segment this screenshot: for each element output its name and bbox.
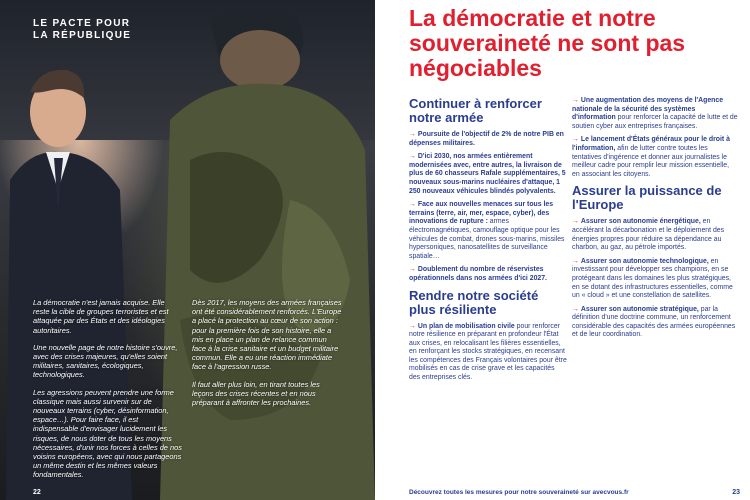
list-item: → Assurer son autonomie stratégique, par la définition d'une doctrine commune, un renforcement considérable des capacités des armées européennes et de leur coordination. bbox=[572, 305, 736, 339]
paragraph: Il faut aller plus loin, en tirant toutes les leçons des crises récentes et en nous préparant à affronter les prochaines. bbox=[192, 379, 320, 408]
arrow-icon: → bbox=[572, 97, 579, 104]
page-title: La démocratie et notre souveraineté ne sont pas négociables bbox=[409, 5, 686, 81]
section-title-europe: Assurer la puissance de l'Europe bbox=[572, 183, 722, 213]
list-item: → Le lancement d'États généraux pour le droit à l'information, afin de lutter contre toutes les tentatives d'ingérence et donner aux journalistes le meilleur cadre pour remplir leur mission essentielle, en associant les citoyens. bbox=[572, 136, 730, 178]
soldier-figure-image bbox=[150, 0, 375, 500]
list-item: → Une augmentation des moyens de l'Agence nationale de la sécurité des systèmes d'information pour renforcer la capacité de lutte et de soutien cyber aux entreprises françaises. bbox=[572, 97, 738, 130]
arrow-icon: → bbox=[572, 218, 579, 226]
list-item: → Face aux nouvelles menaces sur tous les terrains (terre, air, mer, espace, cyber), des innovations de rupture : armes électromagnétiques, camouflage optique pour les véhicules de combat, drones sous-marins, missiles hypersoniques, nanosatellites de surveillance spatiale… bbox=[409, 201, 565, 260]
arrow-icon: → bbox=[409, 153, 416, 161]
arrow-icon: → bbox=[572, 136, 579, 144]
section-kicker bbox=[33, 18, 131, 42]
left-text-column-1 bbox=[33, 298, 183, 488]
list-item: → Un plan de mobilisation civile pour renforcer notre résilience en préparant en profondeur l'État aux crises, en relocalisant les filières essentielles, en renforçant les stocks stratégiques, en recensant les compétences des Français volontaires pour être mobilisés en cas de crise grave et les capacités des entreprises clés. bbox=[409, 322, 567, 382]
paragraph: Une nouvelle page de notre histoire s'ouvre, avec des crises majeures, qu'elles soient militaires, sanitaires, écologiques, technologiques. bbox=[33, 342, 178, 380]
right-column-1 bbox=[409, 97, 567, 388]
list-item: → Poursuite de l'objectif de 2% de notre PIB en dépenses militaires. bbox=[409, 131, 564, 147]
section-title-armee: Continuer à renforcer notre armée bbox=[409, 96, 542, 125]
arrow-icon: → bbox=[409, 322, 416, 330]
paragraph: La démocratie n'est jamais acquise. Elle reste la cible de groupes terroristes et est attaquée par des États et des idéologies autoritaires. bbox=[33, 298, 169, 335]
arrow-icon: → bbox=[572, 305, 579, 313]
arrow-icon: → bbox=[572, 257, 579, 265]
arrow-icon: → bbox=[409, 131, 416, 138]
paragraph: Dès 2017, les moyens des armées françaises ont été considérablement renforcés. L'Europe a placé la protection au cœur de son action : pour la première fois de son histoire, elle a mis en place un plan de relance commun face à la crise sanitaire et un budget militaire commun. Elle a eu une réaction immédiate face à l'agression russe. bbox=[192, 298, 342, 372]
page-number-left: 22 bbox=[33, 489, 41, 496]
kicker-line-1: LE PACTE POUR bbox=[33, 18, 131, 29]
list-item: → Assurer son autonomie technologique, en investissant pour développer ses champions, en se protégeant dans les domaines les plus stratégiques, en se dotant des infrastructures essentielles, comme un « cloud » et une constellation de satellites. bbox=[572, 257, 733, 300]
list-item: → Assurer son autonomie énergétique, en accélérant la décarbonation et le déploiement des énergies propres pour réduire sa dépendance au charbon, au gaz, au pétrole importés. bbox=[572, 218, 725, 252]
arrow-icon: → bbox=[409, 266, 416, 274]
right-column-2 bbox=[572, 97, 738, 345]
right-page bbox=[375, 0, 750, 500]
list-item: → Doublement du nombre de réservistes opérationnels dans nos armées d'ici 2027. bbox=[409, 266, 547, 282]
section-title-resilience: Rendre notre société plus résiliente bbox=[409, 287, 539, 317]
footer-link-text[interactable]: Découvrez toutes les mesures pour notre souveraineté sur avecvous.fr bbox=[409, 489, 629, 496]
list-item: → D'ici 2030, nos armées entièrement modernisées avec, entre autres, la livraison de plus de 60 chasseurs Rafale supplémentaires, 5 nouveaux sous-marins nucléaires d'attaque, 1 250 nouveaux véhicules blindés polyvalents. bbox=[409, 153, 566, 195]
kicker-line-2: LA RÉPUBLIQUE bbox=[33, 30, 132, 41]
page-number-right: 23 bbox=[732, 489, 740, 496]
left-text-column-2 bbox=[192, 298, 342, 415]
paragraph: Les agressions peuvent prendre une forme classique mais aussi survenir sur de nouveaux terrains (cyber, désinformation, espace…). Pour faire face, il est indispensable d'envisager lucidement les risques, de nous doter de tous les moyens nécessaires, d'unir nos forces à celles de nos voisins européens, avec qui nous partageons un même destin et les mêmes valeurs fondamentales. bbox=[33, 387, 182, 480]
arrow-icon: → bbox=[409, 201, 416, 209]
